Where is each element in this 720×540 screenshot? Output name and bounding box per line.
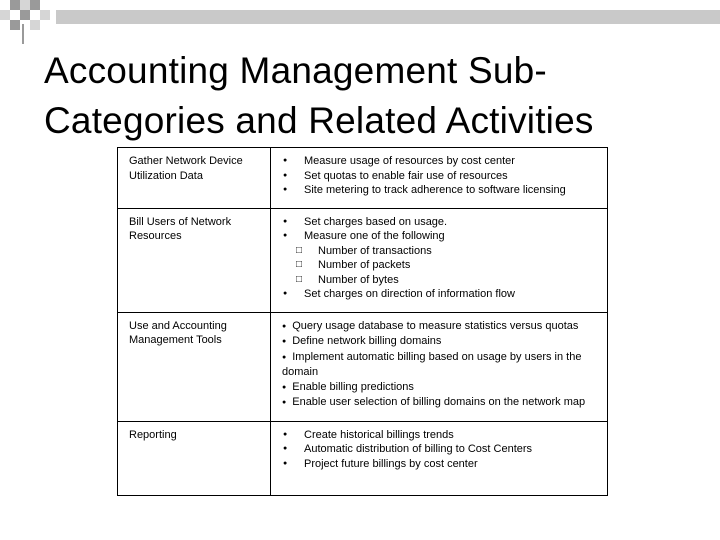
decor-square [0,10,10,20]
list-item: ● Measure usage of resources by cost center [282,154,597,169]
list-item [282,229,597,244]
list-item: ● Query usage database to measure statistics versus quotas [282,319,597,335]
list-item: ● Implement automatic billing based on usage by users in the domain [282,350,597,380]
decor-square [20,0,30,10]
list-item: ● Project future billings by cost center [282,457,597,472]
sub-list-item: □ Number of packets [296,258,597,273]
category-cell: Use and Accounting Management Tools [118,312,271,421]
activities-table [117,147,608,496]
list-item: ● Enable user selection of billing domains on the network map [282,395,597,411]
activities-cell [271,421,608,495]
activities-cell [271,208,608,312]
category-cell: Bill Users of Network Resources [118,208,271,312]
list-item: ● Set quotas to enable fair use of resources [282,169,597,184]
list-item: ● Site metering to track adherence to software licensing [282,183,597,198]
list-item: ● Define network billing domains [282,334,597,350]
decor-square [30,20,40,30]
category-cell: Gather Network Device Utilization Data [118,148,271,209]
list-item: ● Set charges on direction of information flow [282,287,597,302]
list-item: ● Enable billing predictions [282,380,597,396]
table-row [118,148,608,209]
header-bar [56,10,720,24]
decor-square [10,0,20,10]
table-row [118,208,608,312]
decor-square [40,10,50,20]
sub-list-item: □ Number of bytes [296,273,597,288]
activities-cell [271,148,608,209]
decor-square [20,10,30,20]
category-cell: Reporting [118,421,271,495]
header-divider [22,24,24,44]
list-item: ● Set charges based on usage. [282,215,597,230]
list-item: ● Automatic distribution of billing to Cost Centers [282,442,597,457]
list-item: ● Create historical billings trends [282,428,597,443]
table-row [118,312,608,421]
page-title: Accounting Management Sub- Categories and Related Activities [44,50,594,141]
activities-cell [271,312,608,421]
list-item-text: Measure one of the following [304,230,445,242]
table-row [118,421,608,495]
decor-square [10,20,20,30]
sub-list-item: □ Number of transactions [296,244,597,259]
decor-square [30,0,40,10]
